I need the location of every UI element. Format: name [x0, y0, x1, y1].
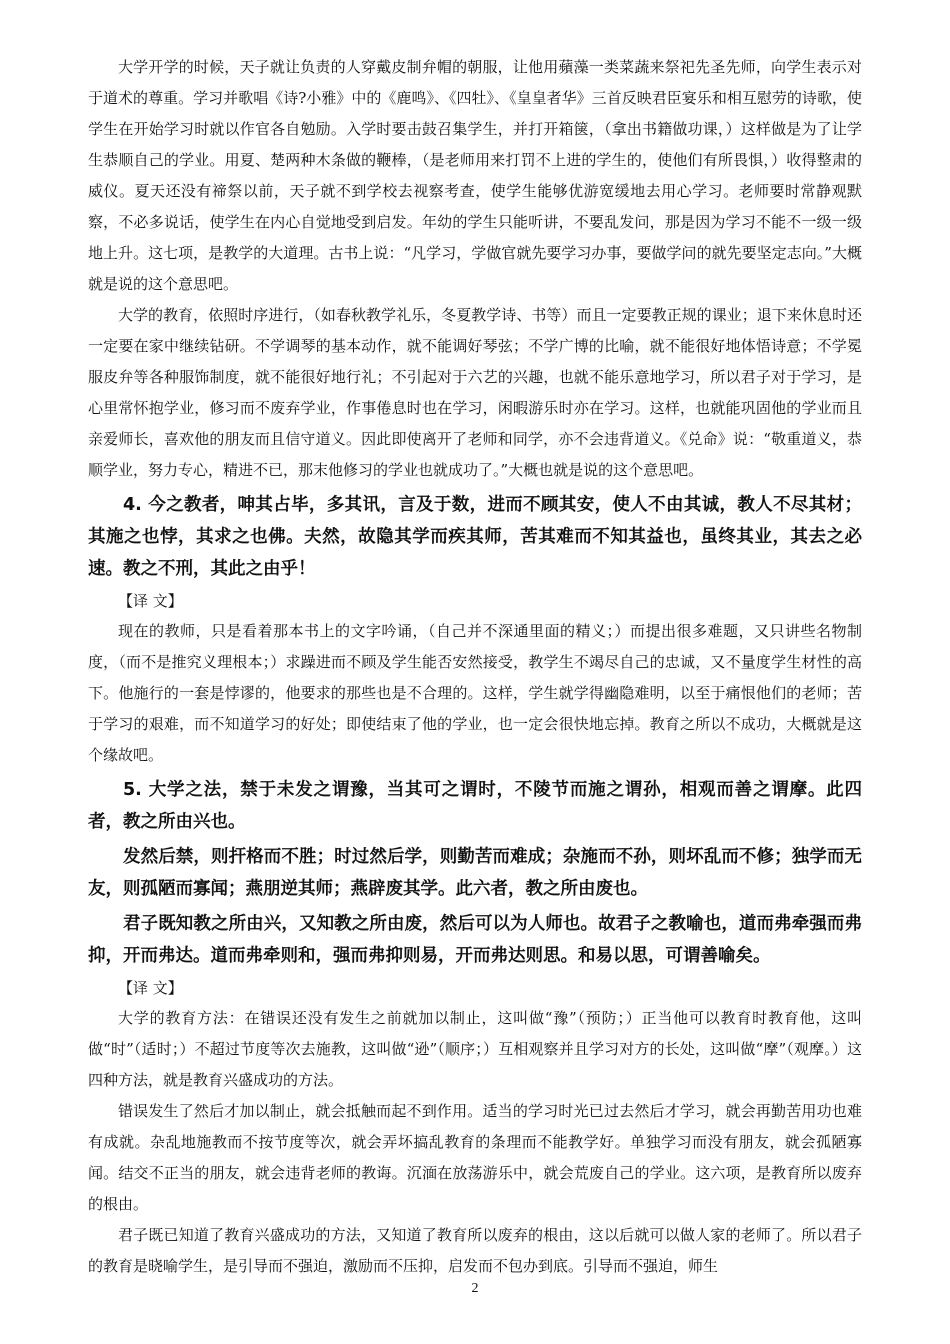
translation-label: 【译 文】 — [118, 592, 183, 610]
classical-text-5a: 5. 大学之法，禁于未发之谓豫，当其可之谓时，不陵节而施之谓孙，相观而善之谓摩。此四者，教之所由兴也。 — [88, 780, 862, 832]
translation-paragraph-1: 大学开学的时候，天子就让负责的人穿戴皮制弁帽的朝服，让他用蘋藻一类菜蔬来祭祀先圣先师，向学生表示对于道术的尊重。学习并歌唱《诗?小雅》中的《鹿鸣》、《四牡》、《皇皇者华》三首反映君臣宴乐和相互慰劳的诗歌，使学生在开始学习时就以作官各自勉励。入学时要击鼓召集学生，并打开箱箧，（拿出书籍做功课，）这样做是为了让学生恭顺自己的学业。用夏、楚两种木条做的鞭棒，（是老师用来打罚不上进的学生的，使他们有所畏惧，）收得整肃的威仪。夏天还没有禘祭以前，天子就不到学校去视察考查，使学生能够优游宽缓地去用心学习。老师要时常静观默察，不必多说话，使学生在内心自觉地受到启发。年幼的学生只能听讲，不要乱发问，那是因为学习不能不一级一级地上升。这七项，是教学的大道理。古书上说：“凡学习，学做官就先要学习办事，要做学问的就先要坚定志向。”大概就是说的这个意思吧。 — [88, 58, 862, 293]
translation-label: 【译 文】 — [118, 979, 183, 997]
translation-paragraph-2: 大学的教育，依照时序进行，（如春秋教学礼乐，冬夏教学诗、书等）而且一定要教正规的课业；退下来休息时还一定要在家中继续钻研。不学调琴的基本动作，就不能调好琴弦；不学广博的比喻，就不能很好地体悟诗意；不学冕服皮弁等各种服饰制度，就不能很好地行礼；不引起对于六艺的兴趣，也就不能乐意地学习，所以君子对于学习，是心里常怀抱学业，修习而不废弃学业，作事倦息时也在学习，闲暇游乐时亦在学习。这样，也就能巩固他的学业而且亲爱师长，喜欢他的朋友而且信守道义。因此即使离开了老师和同学，亦不会违背道义。《兑命》说：“敬重道义，恭顺学业，努力专心，精进不已，那末他修习的学业也就成功了。”大概也就是说的这个意思吧。 — [88, 306, 862, 479]
translation-paragraph-5: 错误发生了然后才加以制止，就会抵触而起不到作用。适当的学习时光已过去然后才学习，就会再勤苦用功也难有成就。杂乱地施教而不按节度等次，就会弄坏搞乱教育的条理而不能教学好。单独学习而没有朋友，就会孤陋寡闻。结交不正当的朋友，就会违背老师的教诲。沉湎在放荡游乐中，就会荒废自己的学业。这六项，是教育所以废弃的根由。 — [88, 1102, 862, 1213]
classical-text-5c: 君子既知教之所由兴，又知教之所由废，然后可以为人师也。故君子之教喻也，道而弗牵强而弗抑，开而弗达。道而弗牵则和，强而弗抑则易，开而弗达则思。和易以思，可谓善喻矣。 — [88, 914, 862, 966]
translation-paragraph-3: 现在的教师，只是看着那本书上的文字吟诵，（自己并不深通里面的精义；）而提出很多难题，又只讲些名物制度，（而不是推究义理根本；）求躁进而不顾及学生能否安然接受，教学生不竭尽自己的忠诚，又不量度学生材性的高下。他施行的一套是悖谬的，他要求的那些也是不合理的。这样，学生就学得幽隐难明，以至于痛恨他们的老师；苦于学习的艰难，而不知道学习的好处；即使结束了他的学业，也一定会很快地忘掉。教育之所以不成功，大概就是这个缘故吧。 — [88, 622, 862, 764]
page-number: 2 — [471, 1281, 479, 1296]
document-page — [88, 52, 862, 1282]
classical-text-4: 4. 今之教者，呻其占毕，多其讯，言及于数，进而不顾其安，使人不由其诚，教人不尽其材；其施之也悖，其求之也佛。夫然，故隐其学而疾其师，苦其难而不知其益也，虽终其业，其去之必速。教之不刑，其此之由乎！ — [88, 495, 862, 579]
classical-text-5b: 发然后禁，则扞格而不胜；时过然后学，则勤苦而难成；杂施而不孙，则坏乱而不修；独学而无友，则孤陋而寡闻；燕朋逆其师；燕辟废其学。此六者，教之所由废也。 — [88, 847, 862, 899]
translation-paragraph-4: 大学的教育方法：在错误还没有发生之前就加以制止，这叫做“豫”（预防；）正当他可以教育时教育他，这叫做“时”（适时；）不超过节度等次去施教，这叫做“逊”（顺序；）互相观察并且学习对方的长处，这叫做“摩”（观摩。）这四种方法，就是教育兴盛成功的方法。 — [88, 1009, 862, 1089]
translation-paragraph-6: 君子既已知道了教育兴盛成功的方法，又知道了教育所以废弃的根由，这以后就可以做人家的老师了。所以君子的教育是晓喻学生，是引导而不强迫，激励而不压抑，启发而不包办到底。引导而不强迫，师生 — [88, 1226, 862, 1275]
